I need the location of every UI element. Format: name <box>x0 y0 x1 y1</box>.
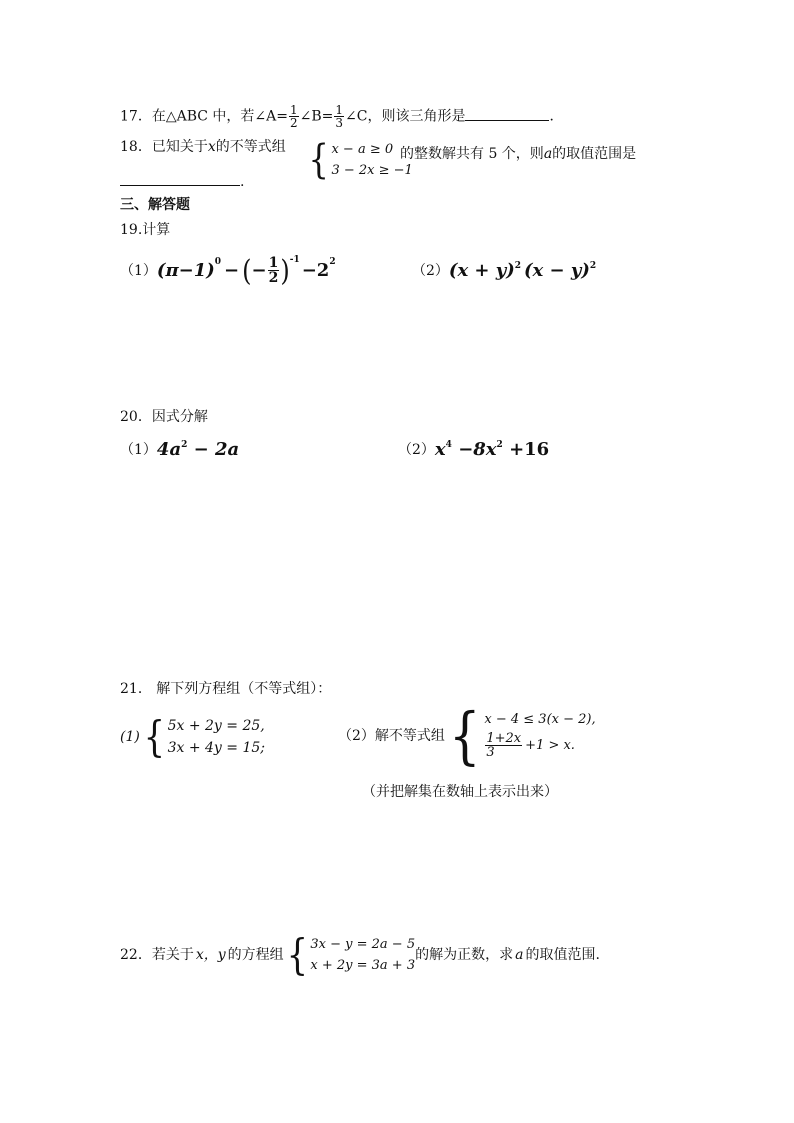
q19-p1-label: （1） <box>120 262 157 279</box>
q21-part-2 <box>338 699 596 772</box>
q19-title: 19.计算 <box>120 222 171 238</box>
q18-answer-blank[interactable] <box>120 171 240 186</box>
q20-p2-b: −8x <box>451 439 497 460</box>
q19-p2-exp-a: 2 <box>514 261 522 271</box>
q21-p2-row-1: x − 4 ≤ 3(x − 2), <box>484 712 596 727</box>
question-22 <box>120 930 600 979</box>
q18-text-d: 的取值范围是 <box>552 146 637 162</box>
q20-p2-a: x <box>434 439 446 460</box>
q18-var-a: a <box>543 146 553 162</box>
q18-text-a: 已知关于 <box>151 139 208 155</box>
left-brace-icon: { <box>286 930 308 979</box>
q19-p1-exp-neg: -1 <box>289 255 300 265</box>
q22-text-b: 的方程组 <box>227 947 284 963</box>
q21-p1-row-2: 3x + 4y = 15; <box>167 740 265 756</box>
left-brace-icon: { <box>143 712 165 761</box>
q18-row-1: x − a ≥ 0 <box>331 142 394 157</box>
q18-row-2: 3 − 2x ≥ −1 <box>331 163 413 178</box>
q18-text-c: 的整数解共有 5 个，则 <box>400 146 544 162</box>
q20-p1-label: （1） <box>120 442 157 458</box>
q17-fraction-1: $\frac{1}{2}$ <box>290 103 298 130</box>
q18-end: . <box>240 174 245 190</box>
q21-p2-fraction: $\frac{1+2x}{3}$ <box>486 731 522 760</box>
q17-text-c: ∠C，则该三角形是 <box>345 108 466 125</box>
q21-p2-label: （2）解不等式组 <box>338 728 445 744</box>
q21-title: 21． 解下列方程组（不等式组）： <box>120 681 332 697</box>
q22-row-1: 3x − y = 2a − 5 <box>310 937 416 952</box>
q20-title: 20．因式分解 <box>120 409 208 425</box>
left-brace-icon: { <box>448 699 481 772</box>
q21-p1-label: (1) <box>120 729 140 745</box>
q20-p2-exp-b: 2 <box>496 440 503 450</box>
q22-var-a: a <box>515 947 524 963</box>
q19-p1-exp0: 0 <box>214 257 222 267</box>
q17-text-b: ∠B= <box>299 108 334 125</box>
q20-part-2 <box>398 441 549 459</box>
q19-part-1 <box>120 253 336 288</box>
q22-text-d: 的取值范围. <box>525 947 600 963</box>
q21-note: （并把解集在数轴上表示出来） <box>362 784 558 800</box>
q20-p2-exp-a: 4 <box>445 440 452 450</box>
q20-p1-exp: 2 <box>181 440 188 450</box>
left-big-paren-icon: ( <box>242 253 252 288</box>
q18-tail <box>400 147 636 161</box>
q18-text-b: 的不等式组 <box>215 139 286 155</box>
q19-p1-expr-a: (π−1) <box>156 259 215 281</box>
q17-end: ． <box>549 108 564 125</box>
q19-p2-label: （2） <box>412 263 449 279</box>
q17-text-a: 在△ABC 中，若∠A= <box>151 108 288 125</box>
q19-p1-tail-exp: 2 <box>329 257 336 267</box>
q22-text-c: 的解为正数，求 <box>415 947 514 963</box>
q21-part-1 <box>120 712 265 761</box>
q21-p2-row-2 <box>484 732 595 759</box>
q17-number: 17． <box>120 108 152 125</box>
question-18 <box>120 140 286 154</box>
q17-answer-blank[interactable] <box>465 106 549 121</box>
q19-p1-neg: − <box>251 259 267 281</box>
q18-answer-line <box>120 171 244 189</box>
q18-inequality-system <box>306 137 413 183</box>
q19-p2-expr-b: (x − y) <box>524 260 590 281</box>
q22-text-a: 若关于 <box>151 947 194 963</box>
q19-p1-minus: − <box>224 259 240 281</box>
q18-number: 18． <box>120 139 152 155</box>
q20-part-1 <box>120 441 239 459</box>
left-brace-icon: { <box>308 137 329 183</box>
q22-number: 22． <box>120 947 152 963</box>
q21-p2-row-2-tail: +1 > x. <box>525 738 575 753</box>
q20-p1-tail: − 2a <box>187 439 240 460</box>
q21-p1-row-1: 5x + 2y = 25, <box>167 718 265 734</box>
q22-row-2: x + 2y = 3a + 3 <box>310 958 416 973</box>
question-17 <box>120 104 563 129</box>
q19-p2-expr-a: (x + y) <box>448 260 515 281</box>
q19-part-2 <box>412 262 596 280</box>
q17-fraction-2: $\frac{1}{3}$ <box>335 103 344 130</box>
right-big-paren-icon: ) <box>280 253 290 288</box>
q19-p1-fraction: $\frac{1}{2}$ <box>268 255 279 286</box>
q19-p1-tail: −2 <box>301 259 330 281</box>
section-heading: 三、解答题 <box>120 197 190 213</box>
q20-p2-label: （2） <box>398 442 435 458</box>
q20-p1-expr: 4a <box>156 439 182 460</box>
q19-p2-exp-b: 2 <box>589 261 597 271</box>
q20-p2-c: +16 <box>502 439 550 460</box>
q18-var-x: x <box>207 139 216 155</box>
q22-vars: x，y <box>195 947 226 963</box>
